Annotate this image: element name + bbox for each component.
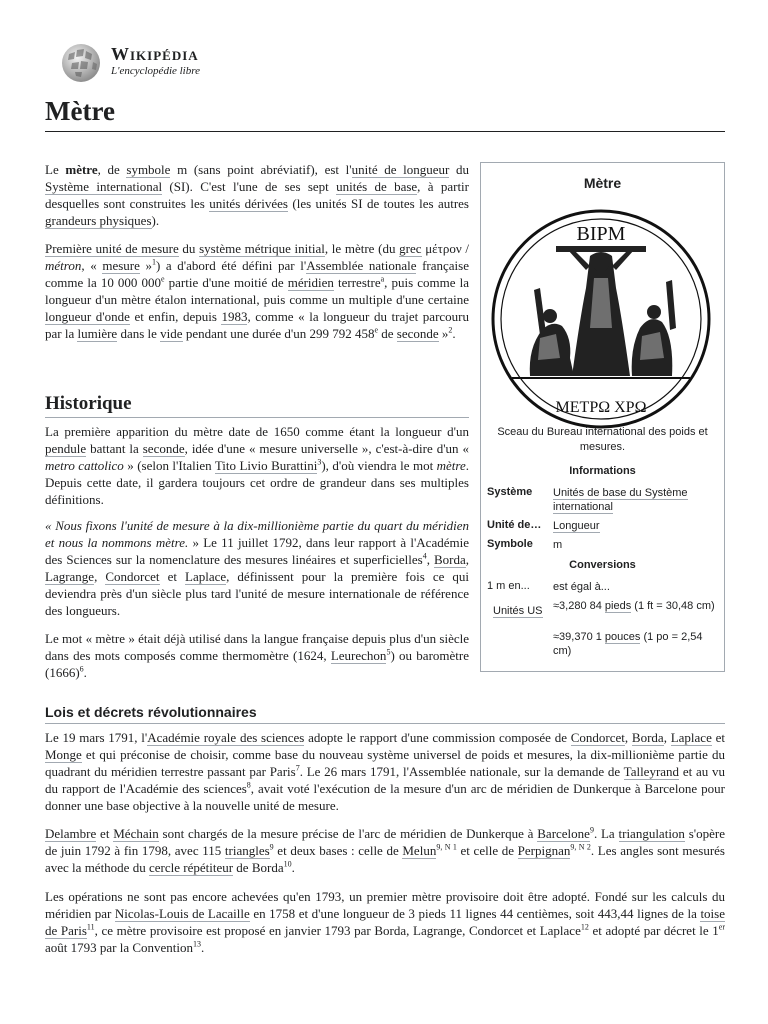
ref-10[interactable]: 10 (283, 859, 292, 869)
link-triangulation[interactable]: triangulation (618, 826, 685, 841)
infobox-label-unite: Unité de… (487, 519, 542, 531)
link-unites-derivees[interactable]: unités dérivées (209, 196, 288, 211)
lois-paragraph-1: Le 19 mars 1791, l'Académie royale des sciences adopte le rapport d'une commission composée de Condorcet, Borda, Laplace et Monge et qui préconise de choisir, comme base du nouveau système universel de poids et mesures, la dix-millionième partie du quadrant du méridien terrestre passant par Paris$^7$. Le 26 mars 1791, l'Assemblée nationale, sur la demande de Talleyrand et au vu du rapport de l'Académie des sciences$^8$, avait voté l'exécution de la mesure d'un arc de méridien de Dunkerque à Barcelone pour donner une base objective à la nouvelle unité de mesure. (45, 730, 726, 813)
ref-8[interactable]: 8 (246, 780, 251, 790)
link-triangles[interactable]: triangles (224, 843, 270, 858)
link-seconde[interactable]: seconde (396, 326, 439, 341)
ref-2[interactable]: 2 (448, 325, 453, 335)
ref-11[interactable]: 11 (86, 922, 95, 932)
link-symbole[interactable]: symbole (126, 162, 171, 177)
page-title: Mètre (45, 96, 115, 126)
link-meridien[interactable]: méridien (287, 275, 334, 290)
historique-divider (45, 417, 469, 418)
link-delambre[interactable]: Delambre (45, 826, 97, 841)
link-condorcet[interactable]: Condorcet (105, 569, 160, 584)
infobox-value-systeme (553, 486, 721, 514)
link-lacaille[interactable]: Nicolas-Louis de Lacaille (114, 906, 250, 921)
link-seconde-2[interactable]: seconde (142, 441, 185, 456)
ref-13[interactable]: 13 (193, 939, 202, 949)
link-monge[interactable]: Monge (45, 747, 82, 762)
link-academie-royale[interactable]: Académie royale des sciences (147, 730, 305, 745)
infobox-conv-label: 1 m en... (487, 580, 530, 592)
link-condorcet-2[interactable]: Condorcet (570, 730, 625, 745)
ref-6[interactable]: 6 (79, 664, 84, 674)
intro-paragraph-1: Le mètre, de symbole m (sans point abréviatif), est l'unité de longueur du Système international (SI). C'est l'une de ses sept unités de base, à partir desquelles sont construites les unités dérivées (les unités SI de toutes les autres grandeurs physiques). (45, 162, 469, 228)
link-assemblee-nationale[interactable]: Assemblée nationale (306, 258, 417, 273)
infobox-value-unite (553, 519, 721, 533)
link-toise-de-paris[interactable]: toise de Paris (45, 906, 725, 938)
note-a[interactable]: a (380, 274, 385, 284)
infobox (480, 162, 725, 672)
link-systeme-metrique[interactable]: système métrique initial (199, 241, 325, 256)
ref-5[interactable]: 5 (386, 647, 391, 657)
link-melun[interactable]: Melun (402, 843, 437, 858)
link-talleyrand[interactable]: Talleyrand (623, 764, 680, 779)
heading-historique: Historique (45, 393, 132, 414)
site-subtitle: L'encyclopédie libre (111, 65, 200, 77)
note-n1[interactable]: 9, N 1 (436, 842, 457, 852)
ref-1[interactable]: 1 (151, 257, 156, 267)
link-tito-livio-burattini[interactable]: Tito Livio Burattini (214, 458, 318, 473)
link-systeme-international[interactable]: Système international (45, 179, 163, 194)
infobox-us-value-pouces: ≈39,370 1 pouces (1 po = 2,54 cm) (553, 631, 703, 657)
link-lagrange[interactable]: Lagrange (45, 569, 95, 584)
infobox-title: Mètre (583, 175, 622, 191)
infobox-section-conversions: Conversions (569, 559, 636, 571)
infobox-conv-value: est égal à... (553, 581, 610, 593)
infobox-section-informations: Informations (569, 465, 636, 477)
link-longueur[interactable]: Longueur (553, 520, 600, 532)
ref-3[interactable]: 3 (317, 457, 322, 467)
link-premiere-unite[interactable]: Première unité de mesure (45, 241, 179, 256)
link-unites-de-base[interactable]: unités de base (336, 179, 418, 194)
link-1983[interactable]: 1983 (221, 309, 248, 324)
infobox-value-symbole: m (553, 539, 563, 551)
link-vide[interactable]: vide (160, 326, 183, 341)
link-mesure[interactable]: mesure (102, 258, 140, 273)
link-pendule[interactable]: pendule (45, 441, 87, 456)
lois-divider (45, 723, 725, 724)
lois-paragraph-2: Delambre et Méchain sont chargés de la mesure précise de l'arc de méridien de Dunkerque à Barcelone$^9$. La triangulation s'opère de juin 1792 à fin 1798, avec 115 triangles$^9$ et deux bases : celle de Melun$^{9, N 1}$ et celle de Perpignan$^{9, N 2}$. Les angles sont mesurés avec la méthode du cercle répétiteur de Borda$^{10}$. (45, 825, 725, 875)
bipm-seal-image[interactable] (490, 208, 712, 430)
intro-paragraph-2: Première unité de mesure du système métrique initial, le mètre (du grec μέτρον / métron, « mesure »$^1$) a d'abord été défini par l'Assemblée nationale française comme la 10 000 000e partie d'une moitié de méridien terrestre$^a$, puis comme la longueur d'un mètre étalon international, puis comme un multiple d'une certaine longueur d'onde et enfin, depuis 1983, comme « la longueur du trajet parcouru par la lumière dans le vide pendant une durée d'un 299 792 458e de seconde »$^2$. (45, 241, 469, 341)
link-leurechon[interactable]: Leurechon (330, 648, 387, 663)
wikipedia-globe-logo[interactable] (60, 42, 102, 84)
heading-lois-decrets: Lois et décrets révolutionnaires (45, 704, 257, 720)
ref-7[interactable]: 7 (295, 763, 300, 773)
link-pieds[interactable]: pieds (604, 600, 632, 612)
historique-paragraph-3: Le mot « mètre » était déjà utilisé dans la langue française depuis plus d'un siècle dans des mots composés comme thermomètre (1624, Leurechon$^5$) ou baromètre $(1666)^6$. (45, 631, 469, 680)
link-unites-base-si[interactable]: Unités de base du Système international (553, 487, 688, 513)
link-unites-us[interactable]: Unités US (493, 605, 543, 617)
link-lumiere[interactable]: lumière (77, 326, 118, 341)
infobox-label-systeme: Système (487, 486, 533, 498)
link-borda-2[interactable]: Borda (631, 730, 664, 745)
historique-paragraph-2: « Nous fixons l'unité de mesure à la dix-millionième partie du quart du méridien et nous la nommons mètre. » Le 11 juillet 1792, dans leur rapport à l'Académie des Sciences sur la nomenclature des mesures linéaires et superficielles$^4$, Borda, Lagrange, Condorcet et Laplace, définissent pour la première fois ce qui deviendra près d'un siècle plus tard l'unité de mesure internationale de référence des longueurs. (45, 518, 469, 618)
link-grandeurs-physiques[interactable]: grandeurs physiques (45, 213, 152, 228)
infobox-us-value-pieds: ≈3,280 84 pieds (1 ft = 30,48 cm) (553, 600, 715, 612)
seal-top-text: BIPM (576, 223, 626, 245)
link-borda[interactable]: Borda (433, 552, 466, 567)
link-pouces[interactable]: pouces (604, 631, 641, 643)
ref-12[interactable]: 12 (580, 922, 589, 932)
infobox-us-label (493, 605, 543, 617)
infobox-caption: Sceau du Bureau international des poids et mesures. (497, 426, 708, 453)
title-divider (45, 131, 725, 132)
link-laplace[interactable]: Laplace (185, 569, 227, 584)
link-unite-de-longueur[interactable]: unité de longueur (351, 162, 450, 177)
link-grec[interactable]: grec (399, 241, 422, 256)
lois-paragraph-3: Les opérations ne sont pas encore achevées qu'en 1793, un premier mètre provisoire doit être adopté. Fondé sur les calculs du méridien par Nicolas-Louis de Lacaille en 1758 et d'une longueur de 3 pieds 11 lignes 44 centièmes, soit 443,44 lignes de la toise de Paris$^{11}$, ce mètre provisoire est proposé en janvier 1793 par Borda, Lagrange, Condorcet et Laplace$^{12}$ et adopté par décret le 1er août 1793 par la Convention$^{13}$. (45, 889, 726, 955)
infobox-label-symbole: Symbole (487, 538, 533, 550)
seal-bottom-text: ΜΕΤΡΩ ΧΡΩ (555, 399, 647, 416)
historique-paragraph-1: La première apparition du mètre date de 1650 comme étant la longueur d'un pendule battant la seconde, idée d'une « mesure universelle », c'est-à-dire d'un « metro cattolico » (selon l'Italien Tito Livio Burattini$^3$), d'où viendra le mot mètre. Depuis cette date, il gardera toujours cet ordre de grandeur dans ses multiples définitions. (45, 424, 470, 507)
link-longueur-onde[interactable]: longueur d'onde (45, 309, 130, 324)
link-mechain[interactable]: Méchain (113, 826, 159, 841)
link-cercle-repetiteur[interactable]: cercle répétiteur (148, 860, 234, 875)
site-title[interactable]: Wikipédia (111, 44, 199, 64)
link-perpignan[interactable]: Perpignan (517, 843, 571, 858)
ref-4[interactable]: 4 (422, 551, 427, 561)
note-n2[interactable]: 9, N 2 (570, 842, 591, 852)
link-laplace-2[interactable]: Laplace (670, 730, 712, 745)
ref-9[interactable]: 9 (589, 825, 594, 835)
link-barcelone[interactable]: Barcelone (537, 826, 590, 841)
